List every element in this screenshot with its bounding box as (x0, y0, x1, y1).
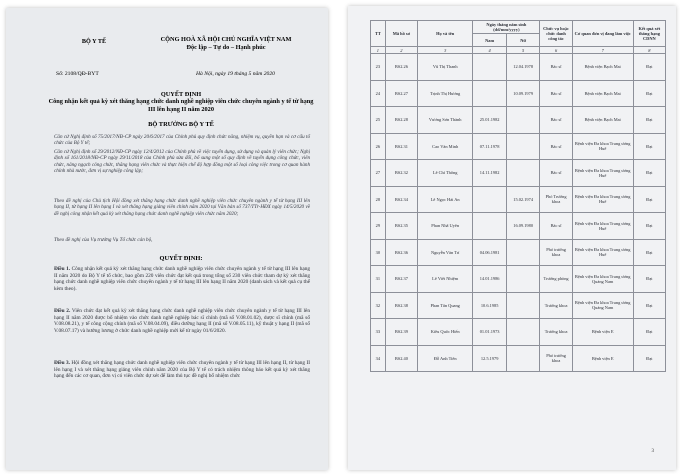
table-row (371, 266, 666, 293)
table-row (371, 107, 666, 134)
cell-male: 01.01.1973 (473, 319, 507, 346)
table-row (371, 54, 666, 81)
cell-position: Bác sĩ (540, 54, 572, 81)
cell-result: Đạt (633, 186, 665, 213)
header-result: Kết quả xét thăng hạng CDNN (633, 21, 665, 47)
cell-male (473, 186, 507, 213)
cell-code: BS2.32 (385, 160, 417, 187)
place-date: Hà Nội, ngày 19 tháng 5 năm 2020 (196, 71, 275, 77)
cell-tt: 30 (371, 239, 386, 266)
authority-title: BỘ TRƯỞNG BỘ Y TẾ (148, 121, 214, 128)
article-1-text: Công nhận kết quả kỳ xét thăng hạng chức danh nghề nghiệp viên chức chuyên ngành y tế từ hạng III lên hạng II năm 2020 do Bộ Y tế tổ chức, bao gồm 220 viên chức đạt kết quả trong tổng số 230 viên chức tham dự kỳ xét thăng hạng chức danh nghề nghiệp viên chức chuyên ngành y tế từ hạng III lên hạng II năm 2020 (danh sách và kết quả cụ thể kèm theo). (54, 266, 310, 292)
cell-male: 04.06.1981 (473, 239, 507, 266)
table-row (371, 160, 666, 187)
cell-result: Đạt (633, 292, 665, 319)
cell-female (506, 239, 540, 266)
article-2-text: Viên chức đạt kết quả kỳ xét thăng hạng chức danh nghề nghiệp viên chức chuyên ngành y tế từ hạng III lên hạng II năm 2020 được bổ nhiệm vào chức danh nghề nghiệp bác sĩ chính (mã số V.08.01.02), dược sĩ chính (mã số V.08.08.21), y tế công cộng chính (mã số V.08.04.09), điều dưỡng hạng II (mã số V.08.05.11), kỹ thuật y hạng II (mã số V.08.07.17) và hưởng lương ở chức danh nghề nghiệp mới kể từ ngày 01/6/2020. (54, 308, 310, 334)
cell-position: Bác sĩ (540, 133, 572, 160)
cell-position: Bác sĩ (540, 107, 572, 134)
cell-agency: Bệnh viện Bạch Mai (572, 80, 633, 107)
cell-name: Nguyễn Văn Trí (418, 239, 473, 266)
cell-code: BS2.38 (385, 292, 417, 319)
table-row (371, 80, 666, 107)
cell-name: Vương Sơn Thành (418, 107, 473, 134)
legal-basis-1: Căn cứ Nghị định số 75/2017/NĐ-CP ngày 20/6/2017 của Chính phủ quy định chức năng, nhiệm vụ, quyền hạn và cơ cấu tổ chức của Bộ Y tế; (54, 134, 310, 147)
cell-result: Đạt (633, 239, 665, 266)
cell-position: Trưởng phòng (540, 266, 572, 293)
cell-female (506, 319, 540, 346)
decision-title: QUYẾT ĐỊNH (160, 91, 202, 98)
article-1 (54, 266, 310, 292)
article-3-text: Hội đồng xét thăng hạng chức danh nghề nghiệp viên chức chuyên ngành y tế từ hạng III lên hạng II, từ hạng II lên hạng I và xét thăng hạng giảng viên chính năm 2020 của Bộ Y tế có trách nhiệm thông báo kết quả kỳ xét thăng hạng đến các cơ quan, đơn vị có viên chức dự xét để làm thủ tục đề nghị bổ nhiệm chức (54, 360, 310, 380)
article-3-label: Điều 3. (54, 360, 70, 366)
results-page (348, 6, 676, 470)
cell-name: Lê Ngọc Hải An (418, 186, 473, 213)
cell-position: Bác sĩ (540, 80, 572, 107)
cell-name: Phan Nhã Uyên (418, 213, 473, 240)
cell-male: 10.6.1985 (473, 292, 507, 319)
table-row (371, 213, 666, 240)
cell-agency: Bệnh viện Đa khoa Trung ương Huế (572, 186, 633, 213)
motto: Độc lập – Tự do – Hạnh phúc (186, 43, 266, 51)
cell-code: BS2.31 (385, 133, 417, 160)
article-3 (54, 360, 310, 380)
cell-position: Phó Trưởng khoa (540, 186, 572, 213)
cell-female: 16.09.1980 (506, 213, 540, 240)
cell-tt: 27 (371, 160, 386, 187)
cell-male: 07.11.1978 (473, 133, 507, 160)
col-number: 2 (385, 47, 417, 54)
cell-tt: 24 (371, 80, 386, 107)
cell-tt: 25 (371, 107, 386, 134)
cell-female (506, 160, 540, 187)
decision-heading (46, 91, 316, 113)
article-2-label: Điều 2. (54, 308, 71, 314)
col-number: 3 (418, 47, 473, 54)
cell-female: 15.02.1974 (506, 186, 540, 213)
cell-result: Đạt (633, 266, 665, 293)
cell-agency: Bệnh viện Bạch Mai (572, 107, 633, 134)
table-row (371, 319, 666, 346)
cell-agency: Bệnh viện Đa khoa Trung ương Quảng Nam (572, 292, 633, 319)
cell-position: Trưởng khoa (540, 319, 572, 346)
cell-position: Trưởng khoa (540, 292, 572, 319)
cell-code: BS2.39 (385, 319, 417, 346)
table-row (371, 186, 666, 213)
cell-code: BS2.28 (385, 107, 417, 134)
header-agency: Cơ quan đơn vị đang làm việc (572, 21, 633, 47)
cell-tt: 31 (371, 266, 386, 293)
col-number: 8 (633, 47, 665, 54)
cell-tt: 28 (371, 186, 386, 213)
cell-female (506, 107, 540, 134)
cell-position: Phó trưởng khoa (540, 239, 572, 266)
cell-tt: 29 (371, 213, 386, 240)
header-tt: TT (371, 21, 386, 47)
cell-tt: 26 (371, 133, 386, 160)
cell-tt: 23 (371, 54, 386, 81)
cell-male: 14.01.1986 (473, 266, 507, 293)
cell-position: Bác sĩ (540, 160, 572, 187)
cell-agency: Bệnh viện Đa khoa Trung ương Huế (572, 133, 633, 160)
cell-agency: Bệnh viện Bạch Mai (572, 54, 633, 81)
cell-female (506, 266, 540, 293)
decision-subject: Công nhận kết quả kỳ xét thăng hạng chức danh nghề nghiệp viên chức chuyên ngành y tế từ hạng III lên hạng II năm 2020 (48, 98, 314, 113)
table-row (371, 239, 666, 266)
cell-male (473, 80, 507, 107)
col-number: 5 (506, 47, 540, 54)
cell-name: Cao Văn Minh (418, 133, 473, 160)
header-dob: Ngày tháng năm sinh (dd/mm/yyyy) (473, 21, 540, 34)
cell-female (506, 292, 540, 319)
cell-agency: Bệnh viện E (572, 345, 633, 372)
header-female: Nữ (506, 34, 540, 47)
cell-result: Đạt (633, 213, 665, 240)
cell-result: Đạt (633, 80, 665, 107)
results-table (370, 20, 666, 372)
cell-code: BS2.27 (385, 80, 417, 107)
cell-female: 10.09.1979 (506, 80, 540, 107)
table-row (371, 292, 666, 319)
cell-code: BS2.26 (385, 54, 417, 81)
cell-name: Lê Viết Nhiệm (418, 266, 473, 293)
cell-result: Đạt (633, 345, 665, 372)
document-number: Số: 2108/QĐ-BYT (56, 71, 99, 77)
cell-agency: Bệnh viện Đa khoa Trung ương Quảng Nam (572, 266, 633, 293)
cell-name: Trịnh Thị Hương (418, 80, 473, 107)
cell-agency: Bệnh viện Đa khoa Trung ương Huế (572, 239, 633, 266)
cell-tt: 34 (371, 345, 386, 372)
col-number: 4 (473, 47, 507, 54)
cell-name: Vũ Thị Thanh (418, 54, 473, 81)
cell-name: Đỗ Anh Tiến (418, 345, 473, 372)
cell-code: BS2.40 (385, 345, 417, 372)
cell-male: 25.01.1982 (473, 107, 507, 134)
page-number: 3 (651, 449, 654, 454)
cell-name: Kiều Quốc Hiển (418, 319, 473, 346)
header-position: Chức vụ hoặc chức danh công tác (540, 21, 572, 47)
cell-female: 12.04.1978 (506, 54, 540, 81)
cell-code: BS2.35 (385, 213, 417, 240)
col-number: 7 (572, 47, 633, 54)
legal-basis-2: Căn cứ Nghị định số 29/2012/NĐ-CP ngày 12/4/2012 của Chính phủ về việc tuyển dụng, sử dụng và quản lý viên chức; Nghị định số 161/2018/NĐ-CP ngày 29/11/2018 của Chính phủ sửa đổi, bổ sung một số quy định về tuyển dụng công chức, viên chức, nâng ngạch công chức, thăng hạng viên chức và thực hiện chế độ hợp đồng một số loại công việc trong cơ quan hành chính nhà nước, đơn vị sự nghiệp công lập; (54, 149, 310, 174)
cell-agency: Bệnh viện Đa khoa Trung ương Huế (572, 160, 633, 187)
cell-result: Đạt (633, 133, 665, 160)
cell-tt: 33 (371, 319, 386, 346)
cell-tt: 32 (371, 292, 386, 319)
cell-male: 12.5.1979 (473, 345, 507, 372)
cell-result: Đạt (633, 319, 665, 346)
cell-result: Đạt (633, 54, 665, 81)
cell-code: BS2.36 (385, 239, 417, 266)
article-2 (54, 308, 310, 334)
cell-male (473, 54, 507, 81)
header-name: Họ và tên (418, 21, 473, 47)
header-code: Mã hồ sơ (385, 21, 417, 47)
header-male: Nam (473, 34, 507, 47)
ministry-name: BỘ Y TẾ (81, 38, 107, 45)
legal-basis-3: Theo đề nghị của Chủ tịch Hội đồng xét thăng hạng chức danh nghề nghiệp viên chức chuyên ngành y tế từ hạng III lên hạng II, từ hạng II lên hạng I và xét thăng hạng giảng viên chính năm 2020 tại Văn bản số 737/TTr-HĐX ngày 14/5/2020 về đề nghị công nhận kết quả kỳ xét thăng hạng chức danh nghề nghiệp viên chức năm 2020; (54, 198, 310, 217)
cell-code: BS2.37 (385, 266, 417, 293)
decision-page (6, 8, 328, 470)
cell-code: BS2.34 (385, 186, 417, 213)
national-header (146, 36, 306, 51)
cell-position: Phó trưởng khoa (540, 345, 572, 372)
cell-position: Bác sĩ (540, 213, 572, 240)
cell-agency: Bệnh viện E (572, 319, 633, 346)
decides-heading: QUYẾT ĐỊNH: (159, 255, 203, 262)
cell-female (506, 345, 540, 372)
cell-female (506, 133, 540, 160)
cell-male: 14.11.1982 (473, 160, 507, 187)
legal-basis-4: Theo đề nghị của Vụ trưởng Vụ Tổ chức cán bộ, (54, 237, 153, 243)
cell-name: Phan Tấn Quang (418, 292, 473, 319)
cell-agency: Bệnh viện Đa khoa Trung ương Huế (572, 213, 633, 240)
cell-name: Lê Chí Thông (418, 160, 473, 187)
cell-male (473, 213, 507, 240)
table-row (371, 133, 666, 160)
table-row (371, 345, 666, 372)
nation-name: CỘNG HOÀ XÃ HỘI CHỦ NGHĨA VIỆT NAM (160, 36, 292, 43)
article-1-label: Điều 1. (54, 266, 71, 272)
cell-result: Đạt (633, 107, 665, 134)
col-number: 6 (540, 47, 572, 54)
cell-result: Đạt (633, 160, 665, 187)
col-number: 1 (371, 47, 386, 54)
